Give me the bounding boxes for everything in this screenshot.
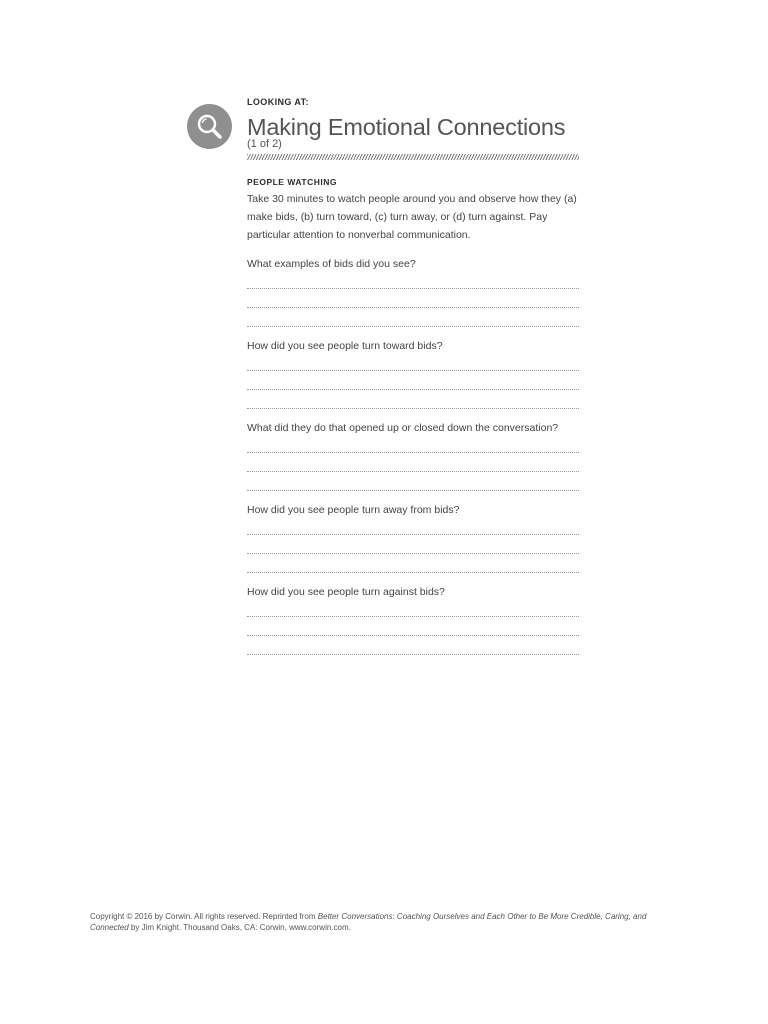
section-label: PEOPLE WATCHING [247, 177, 337, 187]
page-title: Making Emotional Connections [247, 114, 566, 140]
answer-line[interactable] [247, 517, 579, 535]
question-text: How did you see people turn against bids? [247, 586, 445, 598]
question-list [247, 257, 579, 655]
looking-at-label: LOOKING AT: [247, 97, 309, 107]
answer-line[interactable] [247, 353, 579, 371]
answer-line[interactable] [247, 390, 579, 409]
question-text: How did you see people turn away from bids? [247, 504, 460, 516]
question-block [247, 503, 579, 573]
activity-instructions: Take 30 minutes to watch people around you and observe how they (a) make bids, (b) turn toward, (c) turn away, or (d) turn against. Pay particular attention to nonverbal communication. [247, 193, 577, 241]
question-text: How did you see people turn toward bids? [247, 340, 443, 352]
worksheet-content [247, 96, 579, 655]
answer-line[interactable] [247, 636, 579, 655]
answer-line[interactable] [247, 535, 579, 554]
answer-line[interactable] [247, 472, 579, 491]
question-block [247, 421, 579, 491]
answer-lines [247, 517, 579, 573]
footer-prefix: Copyright © 2016 by Corwin. All rights reserved. Reprinted from [90, 912, 318, 921]
answer-line[interactable] [247, 617, 579, 636]
question-block [247, 339, 579, 409]
question-block [247, 585, 579, 655]
hatched-divider [247, 154, 579, 160]
answer-line[interactable] [247, 308, 579, 327]
answer-lines [247, 271, 579, 327]
question-block [247, 257, 579, 327]
answer-lines [247, 353, 579, 409]
answer-lines [247, 599, 579, 655]
footer-suffix: by Jim Knight. Thousand Oaks, CA: Corwin, www.corwin.com. [128, 922, 351, 932]
question-text: What examples of bids did you see? [247, 258, 416, 270]
answer-line[interactable] [247, 554, 579, 573]
answer-line[interactable] [247, 453, 579, 472]
answer-line[interactable] [247, 599, 579, 617]
answer-line[interactable] [247, 271, 579, 289]
footer-book-title: Better Conversations: Coaching Ourselves and Each Other to Be More Credible, Caring, and [317, 912, 647, 921]
answer-line[interactable] [247, 435, 579, 453]
copyright-footer [90, 912, 690, 933]
answer-lines [247, 435, 579, 491]
page-subtitle: (1 of 2) [247, 138, 282, 150]
footer-book-title-cont: Connected [90, 922, 129, 932]
magnifier-icon [187, 104, 232, 149]
answer-line[interactable] [247, 371, 579, 390]
question-text: What did they do that opened up or closed down the conversation? [247, 422, 559, 434]
answer-line[interactable] [247, 289, 579, 308]
